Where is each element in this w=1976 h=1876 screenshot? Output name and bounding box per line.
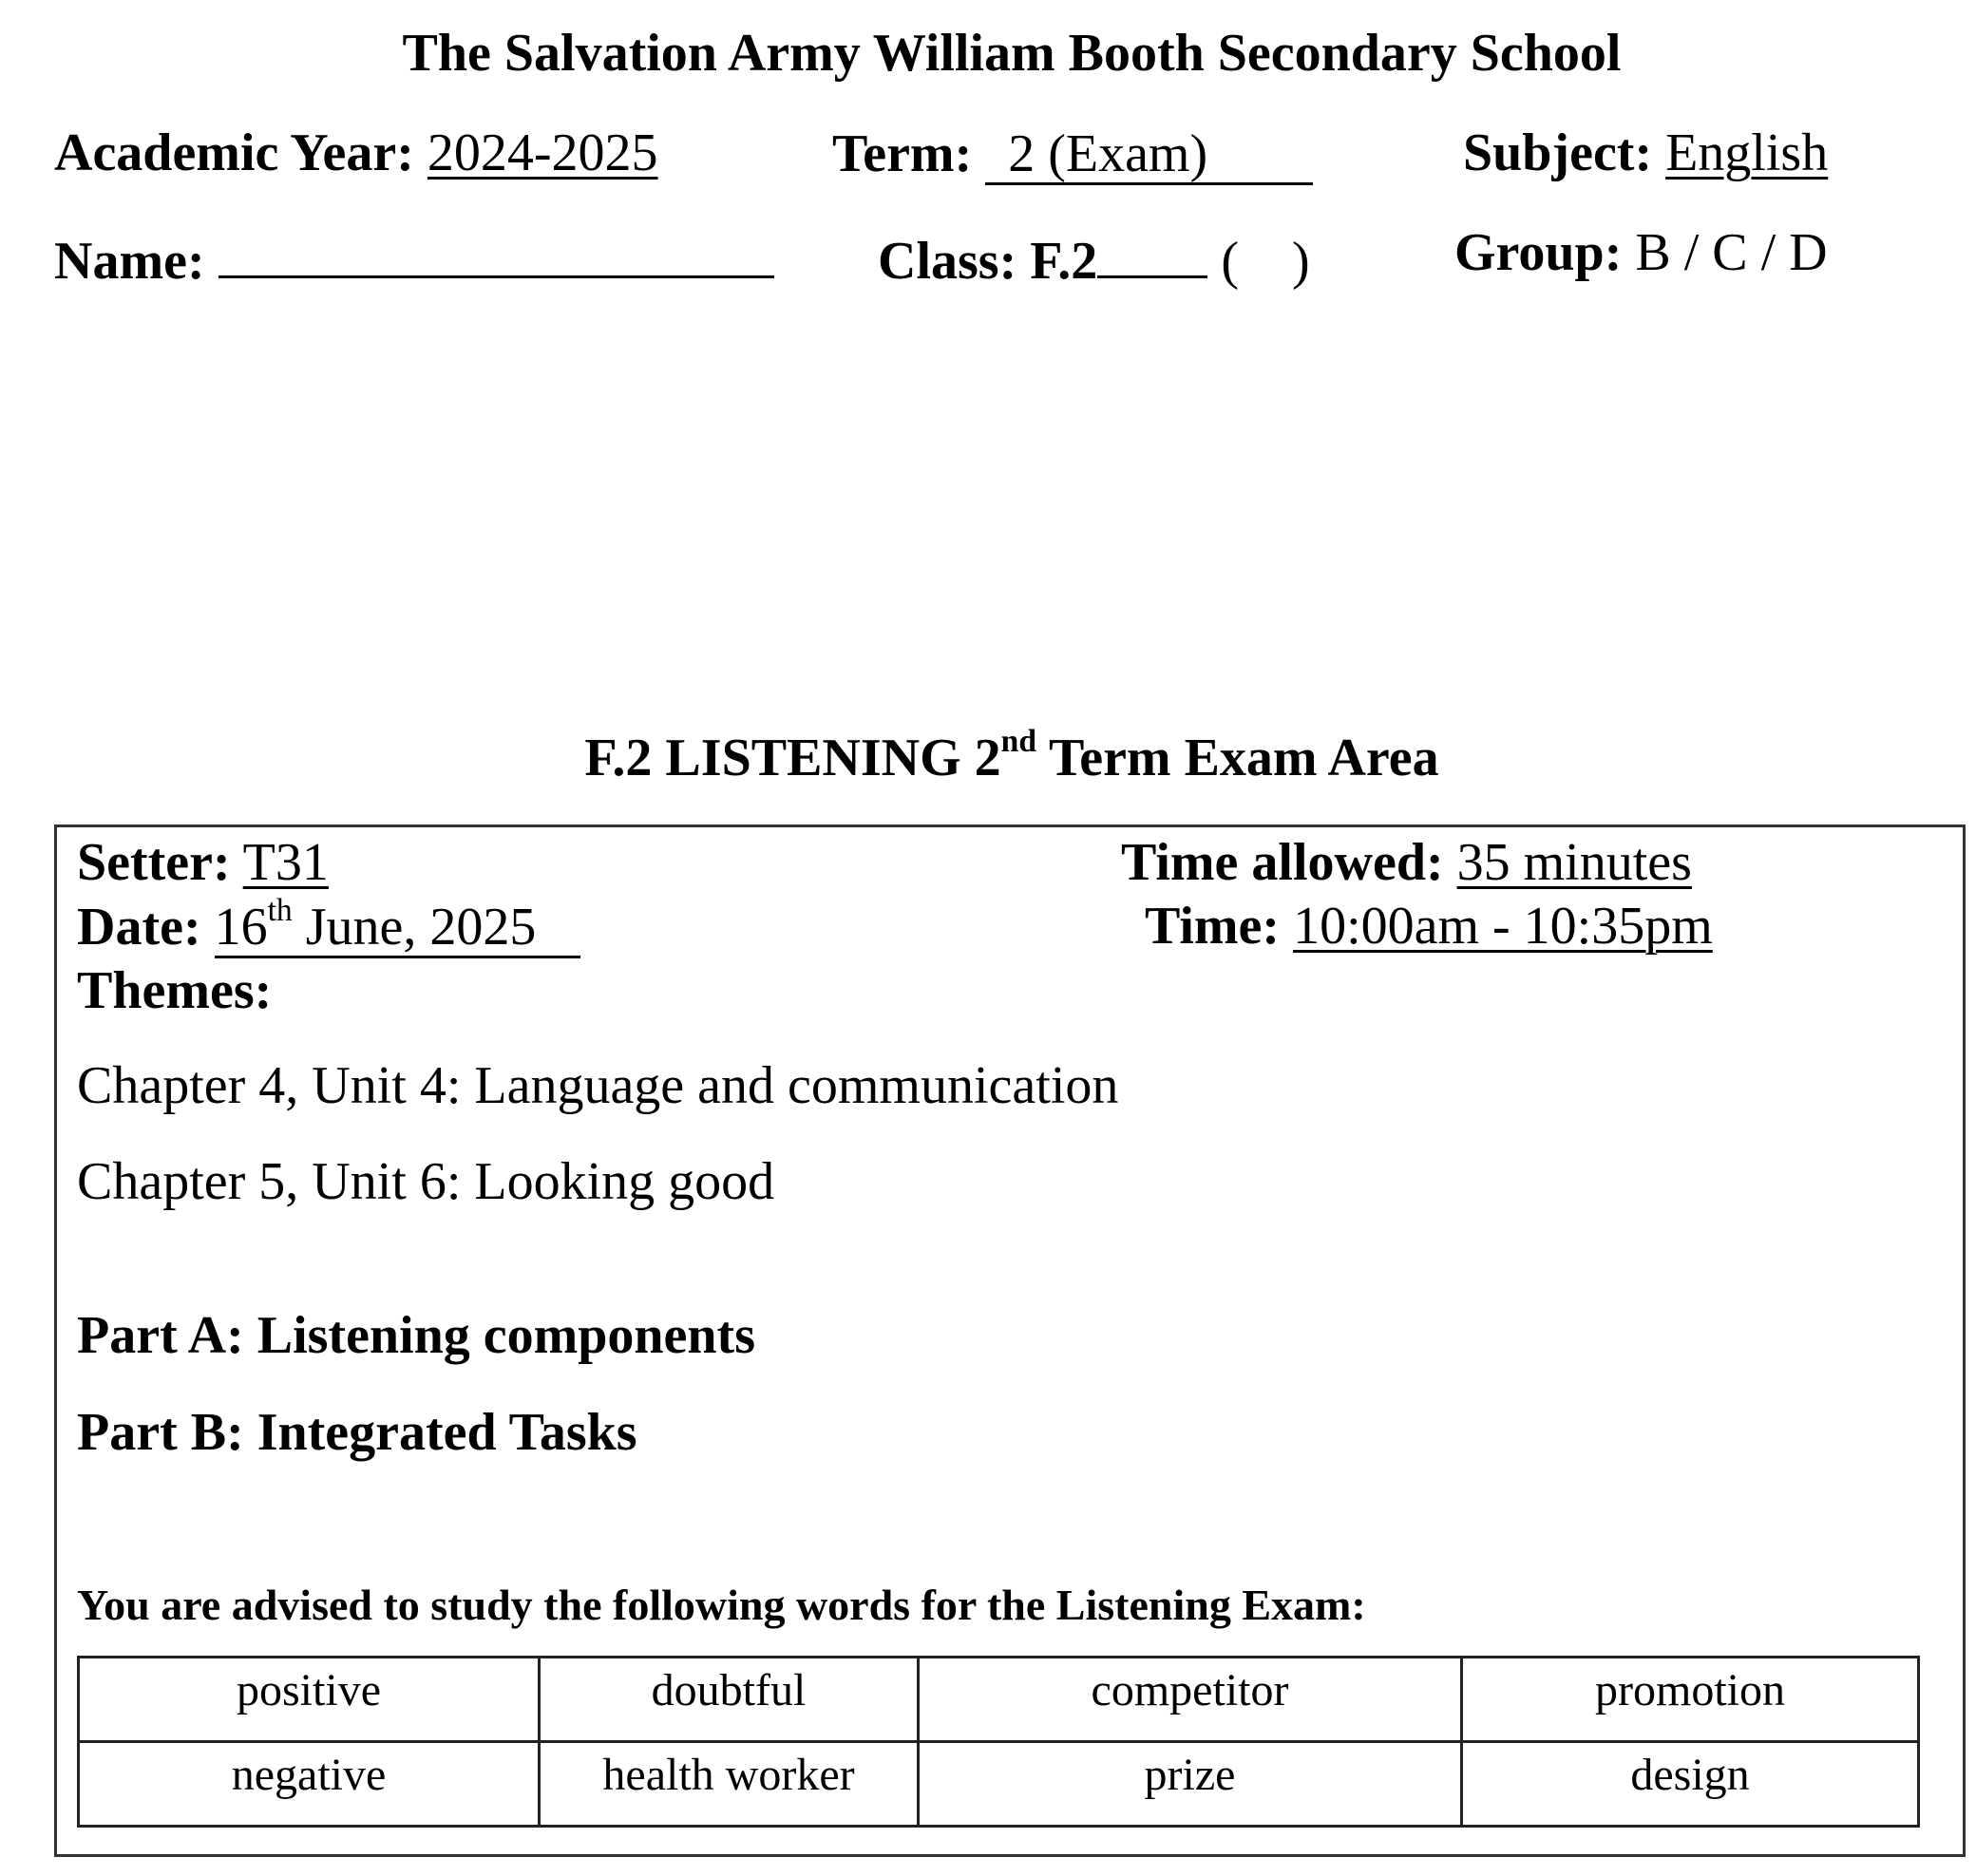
vocabulary-table — [77, 1656, 1920, 1828]
theme-item: Chapter 5, Unit 6: Looking good — [77, 1152, 775, 1211]
setter-value: T31 — [242, 833, 329, 892]
name-label: Name: — [54, 232, 205, 291]
group-label: Group: — [1454, 223, 1623, 282]
class-number-bracket: ( ) — [1221, 232, 1310, 291]
date-superscript: th — [267, 892, 293, 928]
subject-label: Subject: — [1463, 123, 1653, 182]
class-blank[interactable] — [1097, 226, 1207, 278]
name-blank[interactable] — [218, 226, 774, 278]
study-advice: You are advised to study the following words for the Listening Exam: — [77, 1581, 1366, 1629]
name-row — [54, 226, 774, 291]
theme-item: Chapter 4, Unit 4: Language and communication — [77, 1056, 1119, 1115]
term-value: 2 (Exam) — [985, 126, 1313, 185]
class-row — [878, 226, 1310, 291]
time-row — [1145, 897, 1713, 956]
subject-row — [1463, 123, 1829, 182]
vocab-word: promotion — [1462, 1658, 1919, 1742]
class-label: Class: F.2 — [878, 232, 1098, 291]
setter-row — [77, 833, 329, 892]
section-title-superscript: nd — [1000, 723, 1037, 759]
themes-label: Themes: — [77, 961, 273, 1020]
time-allowed-label: Time allowed: — [1121, 833, 1444, 892]
time-allowed-row — [1121, 833, 1692, 892]
academic-year-label: Academic Year: — [54, 123, 414, 182]
date-label: Date: — [77, 898, 201, 957]
section-title-suffix: Term Exam Area — [1036, 729, 1439, 787]
time-label: Time: — [1145, 897, 1281, 956]
vocab-word: competitor — [919, 1658, 1462, 1742]
group-value: B / C / D — [1635, 223, 1828, 282]
vocab-word: design — [1462, 1742, 1919, 1827]
time-allowed-value: 35 minutes — [1456, 833, 1692, 892]
date-day: 16 — [214, 898, 268, 957]
date-value — [214, 892, 580, 958]
section-title-prefix: F.2 LISTENING 2 — [584, 729, 1001, 787]
time-value: 10:00am - 10:35pm — [1293, 897, 1713, 956]
part-b-heading: Part B: Integrated Tasks — [77, 1403, 637, 1462]
term-label: Term: — [832, 124, 973, 183]
vocab-word: prize — [919, 1742, 1462, 1827]
group-row — [1454, 223, 1828, 282]
vocab-word: positive — [79, 1658, 540, 1742]
vocab-word: health worker — [540, 1742, 919, 1827]
school-name: The Salvation Army William Booth Secondary School — [402, 24, 1622, 83]
table-row — [79, 1658, 1919, 1742]
setter-label: Setter: — [77, 833, 231, 892]
date-rest: June, 2025 — [292, 898, 537, 957]
part-a-heading: Part A: Listening components — [77, 1306, 755, 1365]
academic-year-value: 2024-2025 — [427, 123, 658, 182]
date-row — [77, 892, 580, 958]
section-title — [0, 723, 1976, 787]
subject-value: English — [1665, 123, 1829, 182]
vocab-word: doubtful — [540, 1658, 919, 1742]
term-row — [832, 126, 1313, 185]
table-row — [79, 1742, 1919, 1827]
vocab-word: negative — [79, 1742, 540, 1827]
academic-year-row — [54, 123, 658, 182]
